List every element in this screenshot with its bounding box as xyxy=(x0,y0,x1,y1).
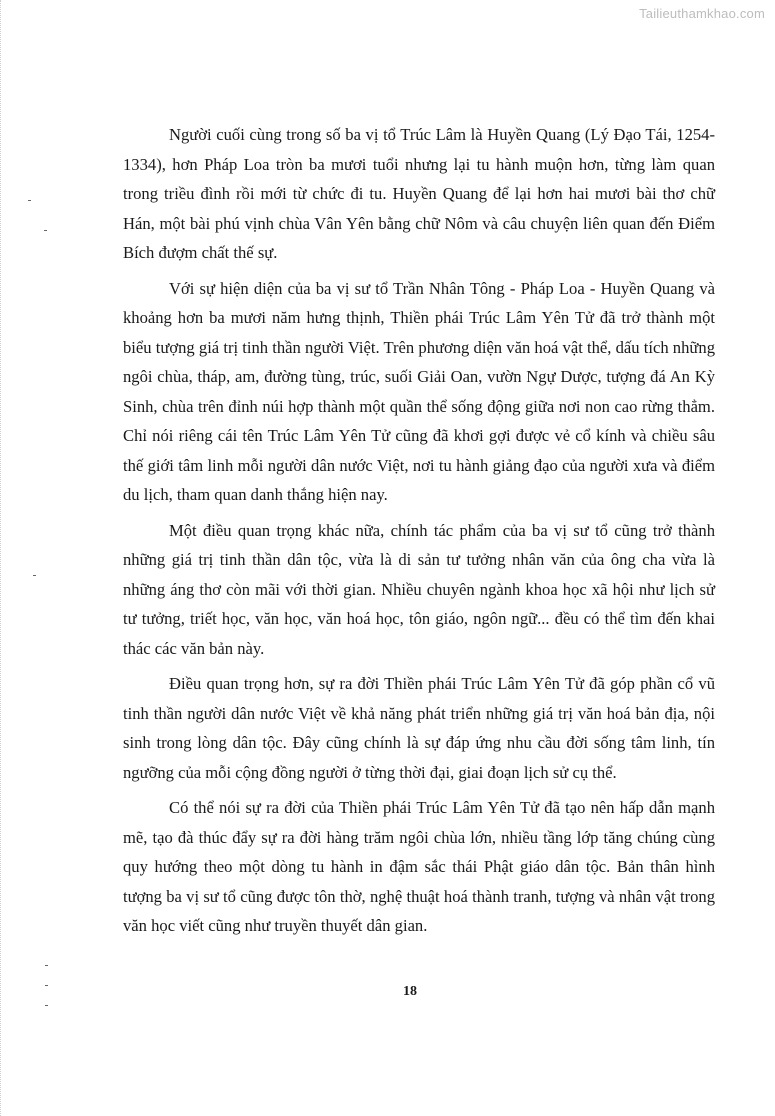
scan-edge-left xyxy=(0,0,9,1116)
paragraph: Người cuối cùng trong số ba vị tổ Trúc Lâm là Huyền Quang (Lý Đạo Tái, 1254-1334), hơn Pháp Loa tròn ba mươi tuổi nhưng lại tu hành muộn hơn, từng làm quan trong triều đình rồi mới từ chức đi tu. Huyền Quang để lại hơn hai mươi bài thơ chữ Hán, một bài phú vịnh chùa Vân Yên bằng chữ Nôm và câu chuyện liên quan đến Điểm Bích đượm chất thế sự. xyxy=(123,125,715,262)
paragraph: Điều quan trọng hơn, sự ra đời Thiền phái Trúc Lâm Yên Tử đã góp phần cổ vũ tinh thần người dân nước Việt về khả năng phát triển những giá trị văn hoá bản địa, nội sinh trong lòng dân tộc. Đây cũng chính là sự đáp ứng nhu cầu đời sống tâm linh, tín ngưỡng của mỗi cộng đồng người ở từng thời đại, giai đoạn lịch sử cụ thể. xyxy=(123,674,715,782)
paragraph: Một điều quan trọng khác nữa, chính tác phẩm của ba vị sư tổ cũng trở thành những giá trị tinh thần dân tộc, vừa là di sản tư tưởng nhân văn của ông cha vừa là những áng thơ còn mãi với thời gian. Nhiều chuyên ngành khoa học xã hội như lịch sử tư tưởng, triết học, văn học, văn hoá học, tôn giáo, ngôn ngữ... đều có thể tìm đến khai thác các văn bản này. xyxy=(123,520,715,658)
scan-speck xyxy=(28,200,31,201)
scan-speck xyxy=(33,575,36,576)
paragraph: Có thể nói sự ra đời của Thiền phái Trúc Lâm Yên Tử đã tạo nên hấp dẫn mạnh mẽ, tạo đà thúc đẩy sự ra đời hàng trăm ngôi chùa lớn, nhiều tầng lớp tăng chúng cùng quy hướng theo một dòng tu hành in đậm sắc thái Phật giáo dân tộc. Bản thân hình tượng ba vị sư tổ cũng được tôn thờ, nghệ thuật hoá thành tranh, tượng và nhân vật trong văn học viết cũng như truyền thuyết dân gian. xyxy=(123,798,715,935)
page-number: 18 xyxy=(403,984,417,999)
watermark: Tailieuthamkhao.com xyxy=(639,6,765,21)
paragraph: Với sự hiện diện của ba vị sư tổ Trần Nhân Tông - Pháp Loa - Huyền Quang và khoảng hơn ba mươi năm hưng thịnh, Thiền phái Trúc Lâm Yên Tử đã trở thành một biểu tượng giá trị tinh thần người Việt. Trên phương diện văn hoá vật thể, dấu tích những ngôi chùa, tháp, am, đường tùng, trúc, suối Giải Oan, vườn Ngự Dược, tượng đá An Kỳ Sinh, chùa trên đỉnh núi hợp thành một quần thể sống động giữa nơi non cao rừng thẳm. Chỉ nói riêng cái tên Trúc Lâm Yên Tử cũng đã khơi gợi được vẻ cổ kính và chiều sâu thế giới tâm linh mỗi người dân nước Việt, nơi tu hành giảng đạo của người xưa và điểm du lịch, tham quan danh thắng hiện nay. xyxy=(123,278,715,504)
body-text xyxy=(123,120,715,947)
scan-speck xyxy=(45,1005,48,1006)
scan-speck xyxy=(45,965,48,966)
scan-speck xyxy=(44,230,47,231)
